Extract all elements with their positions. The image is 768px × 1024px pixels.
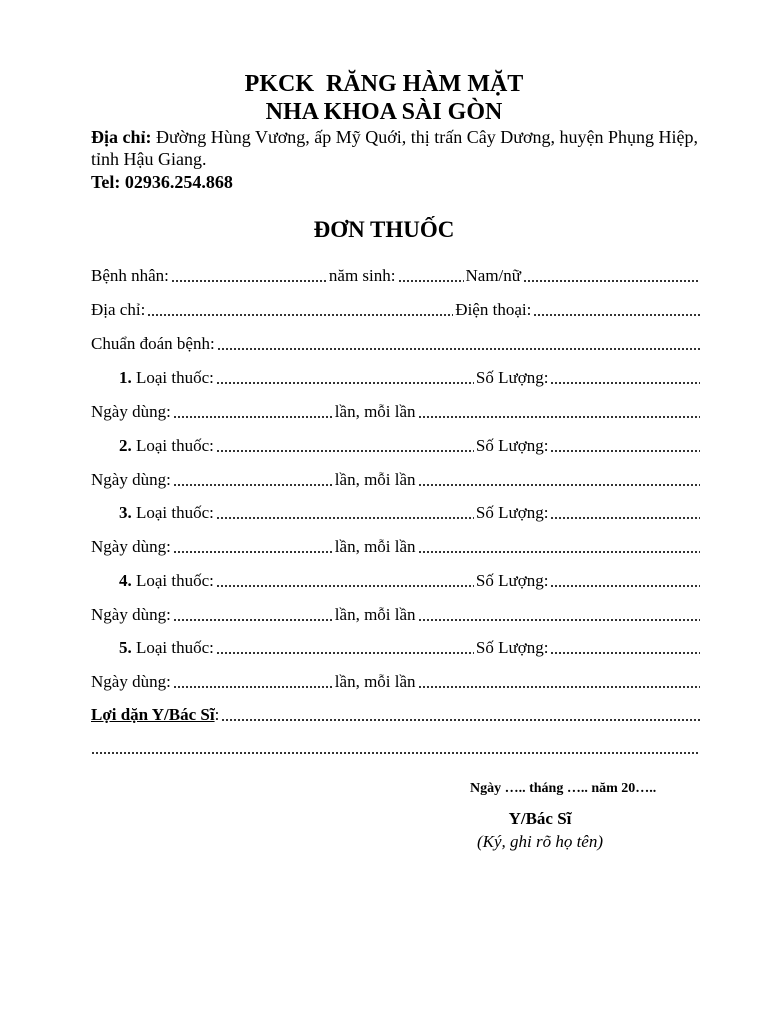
medicine-field[interactable] — [216, 584, 474, 588]
times-label: lần, mỗi lần — [334, 537, 416, 556]
signer-note: (Ký, ghi rõ họ tên) — [476, 832, 604, 851]
patient-label: Bệnh nhân: — [91, 266, 169, 285]
clinic-name-line1: PKCK RĂNG HÀM MẶT — [244, 71, 524, 97]
dose-field[interactable] — [418, 550, 700, 554]
gender-field[interactable] — [523, 279, 700, 283]
days-field[interactable] — [173, 483, 333, 487]
medicine-field[interactable] — [216, 449, 474, 453]
times-label: lần, mỗi lần — [334, 672, 416, 691]
address-value: Đường Hùng Vương, ấp Mỹ Quới, thị trấn Cây Dương, huyện Phụng Hiệp, tỉnh Hậu Giang. — [91, 127, 698, 169]
advice-row — [91, 703, 702, 727]
advice-label: Lợi dặn Y/Bác Sĩ: — [91, 705, 220, 724]
days-field[interactable] — [173, 415, 333, 419]
medicine-label: 3. Loại thuốc: — [119, 503, 214, 522]
advice-field[interactable] — [221, 718, 700, 722]
quantity-field[interactable] — [550, 449, 700, 453]
item-number: 2. — [119, 436, 132, 455]
times-label: lần, mỗi lần — [334, 605, 416, 624]
quantity-label: Số Lượng: — [475, 503, 549, 522]
quantity-field[interactable] — [550, 651, 700, 655]
item-number: 5. — [119, 638, 132, 657]
form-title: ĐƠN THUỐC — [313, 217, 455, 242]
days-label: Ngày dùng: — [91, 605, 171, 624]
medicine-row — [119, 366, 702, 390]
days-label: Ngày dùng: — [91, 537, 171, 556]
medicine-row — [119, 569, 702, 593]
times-label: lần, mỗi lần — [334, 470, 416, 489]
dose-field[interactable] — [418, 685, 700, 689]
medicine-label: 2. Loại thuốc: — [119, 436, 214, 455]
clinic-address — [91, 126, 711, 170]
quantity-field[interactable] — [550, 516, 700, 520]
days-label: Ngày dùng: — [91, 672, 171, 691]
clinic-name-line2: NHA KHOA SÀI GÒN — [265, 99, 503, 125]
gender-label: Nam/nữ — [465, 266, 521, 285]
diagnosis-field[interactable] — [217, 347, 700, 351]
dosage-row — [91, 670, 702, 694]
quantity-label: Số Lượng: — [475, 368, 549, 387]
patient-row — [91, 264, 702, 288]
advice-row-2 — [91, 736, 702, 760]
patient-address-label: Địa chỉ: — [91, 300, 146, 319]
patient-name-field[interactable] — [171, 279, 327, 283]
days-field[interactable] — [173, 550, 333, 554]
diagnosis-row — [91, 332, 702, 356]
medicine-field[interactable] — [216, 381, 474, 385]
days-field[interactable] — [173, 618, 333, 622]
days-label: Ngày dùng: — [91, 470, 171, 489]
date-line: Ngày ….. tháng ….. năm 20….. — [470, 781, 657, 796]
medicine-field[interactable] — [216, 516, 474, 520]
diagnosis-label: Chuẩn đoán bệnh: — [91, 334, 215, 353]
quantity-field[interactable] — [550, 584, 700, 588]
dosage-row — [91, 535, 702, 559]
medicine-label: 4. Loại thuốc: — [119, 571, 214, 590]
item-number: 3. — [119, 503, 132, 522]
birth-year-label: năm sinh: — [328, 266, 396, 285]
dosage-row — [91, 603, 702, 627]
address-label: Địa chỉ: — [91, 127, 152, 147]
patient-address-field[interactable] — [147, 313, 453, 317]
days-label: Ngày dùng: — [91, 402, 171, 421]
medicine-row — [119, 501, 702, 525]
quantity-field[interactable] — [550, 381, 700, 385]
dose-field[interactable] — [418, 415, 700, 419]
quantity-label: Số Lượng: — [475, 571, 549, 590]
times-label: lần, mỗi lần — [334, 402, 416, 421]
dosage-row — [91, 400, 702, 424]
medicine-row — [119, 434, 702, 458]
medicine-label: 5. Loại thuốc: — [119, 638, 214, 657]
medicine-row — [119, 636, 702, 660]
dosage-row — [91, 468, 702, 492]
phone-label: Điện thoại: — [455, 300, 532, 319]
days-field[interactable] — [173, 685, 333, 689]
advice-field-2[interactable] — [91, 751, 700, 755]
signer-title: Y/Bác Sĩ — [508, 809, 572, 828]
quantity-label: Số Lượng: — [475, 436, 549, 455]
dose-field[interactable] — [418, 618, 700, 622]
item-number: 1. — [119, 368, 132, 387]
address-row — [91, 298, 702, 322]
clinic-phone: Tel: 02936.254.868 — [91, 172, 233, 192]
medicine-label: 1. Loại thuốc: — [119, 368, 214, 387]
phone-field[interactable] — [533, 313, 700, 317]
item-number: 4. — [119, 571, 132, 590]
dose-field[interactable] — [418, 483, 700, 487]
quantity-label: Số Lượng: — [475, 638, 549, 657]
birth-year-field[interactable] — [398, 279, 464, 283]
medicine-field[interactable] — [216, 651, 474, 655]
